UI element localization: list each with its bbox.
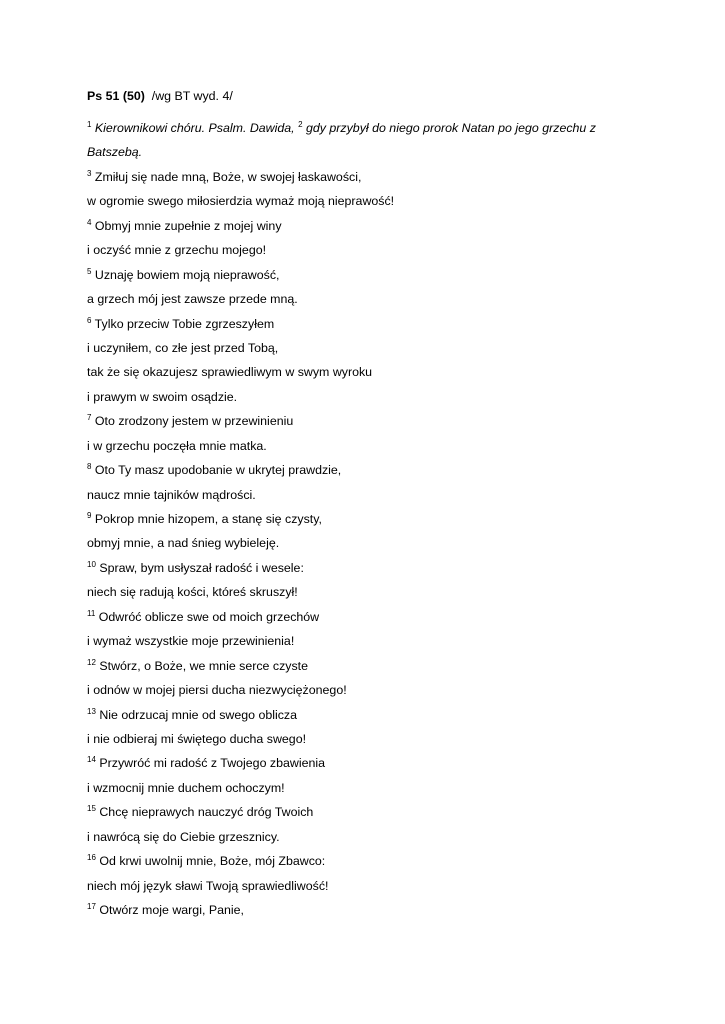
verse-text: Przywróć mi radość z Twojego zbawienia (99, 756, 326, 771)
verse-text: a grzech mój jest zawsze przede mną. (87, 292, 298, 307)
verse-line (87, 214, 687, 238)
verse-number: 11 (87, 608, 96, 618)
superscription-continuation (87, 140, 687, 164)
verse-text: i odnów w mojej piersi ducha niezwyciężonego! (87, 683, 347, 698)
verse-line (87, 360, 687, 384)
psalm-number: Ps 51 (50) (87, 89, 145, 103)
verse-number: 16 (87, 853, 96, 863)
verse-line (87, 458, 687, 482)
superscription-line (87, 116, 687, 140)
verse-text: i nawrócą się do Ciebie grzesznicy. (87, 829, 280, 844)
verse-number: 6 (87, 315, 92, 325)
verse-list (87, 165, 687, 923)
verse-number: 17 (87, 902, 96, 911)
verse-line (87, 629, 687, 653)
verse-line (87, 580, 687, 604)
verse-text: i oczyść mnie z grzechu mojego! (87, 243, 267, 258)
verse-text: niech mój język sławi Twoją sprawiedliwość! (87, 878, 329, 893)
verse-text: obmyj mnie, a nad śnieg wybieleję. (87, 536, 280, 551)
verse-text: Zmiłuj się nade mną, Boże, w swojej łaskawości, (94, 169, 362, 184)
verse-number: 8 (87, 462, 92, 472)
verse-line (87, 898, 687, 922)
verse-text: gdy przybył do niego prorok Natan po jego grzechu z (305, 121, 596, 135)
verse-line (87, 654, 687, 678)
verse-number: 2 (298, 120, 303, 129)
verse-number: 12 (87, 657, 96, 667)
verse-line (87, 849, 687, 873)
verse-line (87, 605, 687, 629)
verse-text: i wymaż wszystkie moje przewinienia! (87, 634, 295, 649)
verse-line (87, 434, 687, 458)
verse-text: Oto Ty masz upodobanie w ukrytej prawdzie, (94, 463, 342, 478)
verse-line (87, 385, 687, 409)
verse-text: i nie odbieraj mi świętego ducha swego! (87, 731, 307, 746)
verse-number: 9 (87, 511, 92, 520)
verse-line (87, 238, 687, 262)
verse-text: Pokrop mnie hizopem, a stanę się czysty, (94, 512, 322, 526)
verse-number: 15 (87, 804, 96, 814)
verse-line (87, 751, 687, 775)
verse-line (87, 336, 687, 360)
verse-text: Tylko przeciw Tobie zgrzeszyłem (94, 316, 275, 331)
verse-line (87, 165, 687, 189)
verse-number: 3 (87, 168, 92, 178)
verse-number: 5 (87, 266, 92, 276)
verse-text: Od krwi uwolnij mnie, Boże, mój Zbawco: (99, 854, 326, 869)
document-title (87, 87, 687, 106)
verse-text: Oto zrodzony jestem w przewinieniu (94, 414, 294, 429)
verse-number: 14 (87, 755, 96, 765)
verse-text: w ogromie swego miłosierdzia wymaż moją nieprawość! (87, 194, 395, 209)
verse-line (87, 703, 687, 727)
verse-line (87, 483, 687, 507)
verse-line (87, 409, 687, 433)
verse-line (87, 825, 687, 849)
verse-number: 10 (87, 559, 96, 569)
verse-number: 4 (87, 217, 92, 227)
verse-text: tak że się okazujesz sprawiedliwym w swym wyroku (87, 365, 373, 380)
verse-line (87, 531, 687, 555)
verse-text: i wzmocnij mnie duchem ochoczym! (87, 780, 285, 795)
document-page (87, 87, 687, 922)
verse-text: Uznaję bowiem moją nieprawość, (94, 267, 280, 282)
verse-line (87, 800, 687, 824)
verse-line (87, 678, 687, 702)
verse-line (87, 874, 687, 898)
verse-text: Odwróć oblicze swe od moich grzechów (98, 609, 320, 624)
verse-text: Spraw, bym usłyszał radość i wesele: (99, 560, 304, 575)
verse-line (87, 776, 687, 800)
verse-text: i w grzechu poczęła mnie matka. (87, 438, 267, 453)
verse-text: i uczyniłem, co złe jest przed Tobą, (87, 340, 279, 355)
verse-line (87, 263, 687, 287)
verse-line (87, 556, 687, 580)
verse-text: Chcę nieprawych nauczyć dróg Twoich (99, 805, 314, 820)
verse-number: 1 (87, 120, 92, 129)
verse-text: Batszebą. (87, 145, 143, 160)
verse-number: 7 (87, 413, 92, 423)
verse-text: i prawym w swoim osądzie. (87, 389, 238, 404)
verse-text: Obmyj mnie zupełnie z mojej winy (94, 218, 282, 233)
edition-note: /wg BT wyd. 4/ (151, 89, 233, 103)
verse-text: Nie odrzucaj mnie od swego oblicza (99, 707, 298, 722)
verse-text: naucz mnie tajników mądrości. (87, 487, 256, 502)
verse-line (87, 312, 687, 336)
verse-line (87, 507, 687, 531)
verse-number: 13 (87, 706, 96, 716)
verse-line (87, 287, 687, 311)
verse-line (87, 727, 687, 751)
verse-line (87, 189, 687, 213)
verse-text: Otwórz moje wargi, Panie, (99, 903, 244, 917)
verse-text: Stwórz, o Boże, we mnie serce czyste (99, 658, 309, 673)
verse-text: Kierownikowi chóru. Psalm. Dawida, (94, 121, 295, 135)
verse-text: niech się radują kości, któreś skruszył! (87, 585, 298, 600)
